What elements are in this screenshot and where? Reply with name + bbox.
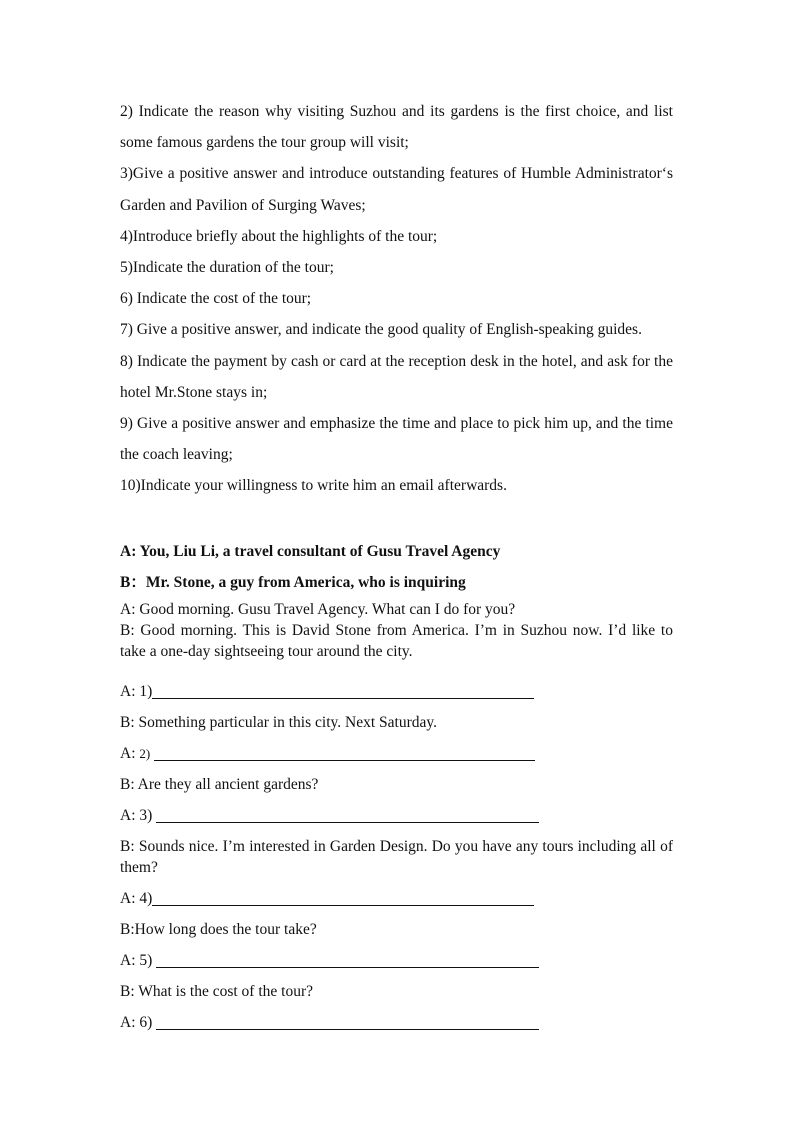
answer-prefix: A: 1) [120,682,153,700]
instruction-item: 5)Indicate the duration of the tour; [120,259,334,277]
answer-row-2 [120,743,673,764]
answer-row-1 [120,681,673,702]
instruction-item: 10)Indicate your willingness to write him an email afterwards. [120,477,507,495]
answer-prefix: A: 4) [120,889,153,907]
dialogue-line-b: B: Are they all ancient gardens? [120,775,319,793]
instruction-list [120,96,673,502]
answer-blank-5[interactable] [156,951,539,968]
answer-row-5 [120,950,673,971]
instruction-item: 6) Indicate the cost of the tour; [120,290,312,308]
answer-number: 2) [139,745,151,761]
dialogue-line-b: B: Something particular in this city. Next Saturday. [120,713,437,731]
dialogue-line-b: B: Sounds nice. I’m interested in Garden Design. Do you have any tours including all of them? [120,837,673,876]
answer-blank-6[interactable] [156,1013,539,1030]
instruction-item: 9) Give a positive answer and emphasize the time and place to pick him up, and the time the coach leaving; [120,415,673,464]
instruction-item: 8) Indicate the payment by cash or card at the reception desk in the hotel, and ask for the hotel Mr.Stone stays in; [120,352,673,401]
role-descriptions [120,536,673,598]
answer-blank-3[interactable] [156,806,539,823]
instruction-item: 2) Indicate the reason why visiting Suzhou and its gardens is the first choice, and list some famous gardens the tour group will visit; [120,103,673,152]
role-b: B：Mr. Stone, a guy from America, who is inquiring [120,573,466,591]
answer-blank-1[interactable] [152,682,534,699]
document-page [120,96,673,1033]
dialogue-line-b: B: What is the cost of the tour? [120,982,313,1000]
dialogue-line-b: B:How long does the tour take? [120,920,317,938]
answer-prefix: A: 6) [120,1013,157,1031]
answer-prefix: A: 3) [120,806,157,824]
answer-row-4 [120,888,673,909]
answer-blank-2[interactable] [154,744,535,761]
dialogue [120,599,673,1033]
instruction-item: 7) Give a positive answer, and indicate the good quality of English-speaking guides. [120,321,642,339]
answer-prefix: A: [120,744,140,762]
dialogue-line-a-greeting: A: Good morning. Gusu Travel Agency. What can I do for you? [120,600,516,618]
answer-row-6 [120,1012,673,1033]
role-a: A: You, Liu Li, a travel consultant of Gusu Travel Agency [120,542,501,560]
instruction-item: 4)Introduce briefly about the highlights of the tour; [120,227,438,245]
answer-blank-4[interactable] [152,889,534,906]
answer-prefix: A: 5) [120,951,157,969]
instruction-item: 3)Give a positive answer and introduce outstanding features of Humble Administrator‘s Garden and Pavilion of Surging Waves; [120,165,673,214]
dialogue-line-b-intro: B: Good morning. This is David Stone from America. I’m in Suzhou now. I’d like to take a one-day sightseeing tour around the city. [120,621,673,660]
answer-row-3 [120,805,673,826]
